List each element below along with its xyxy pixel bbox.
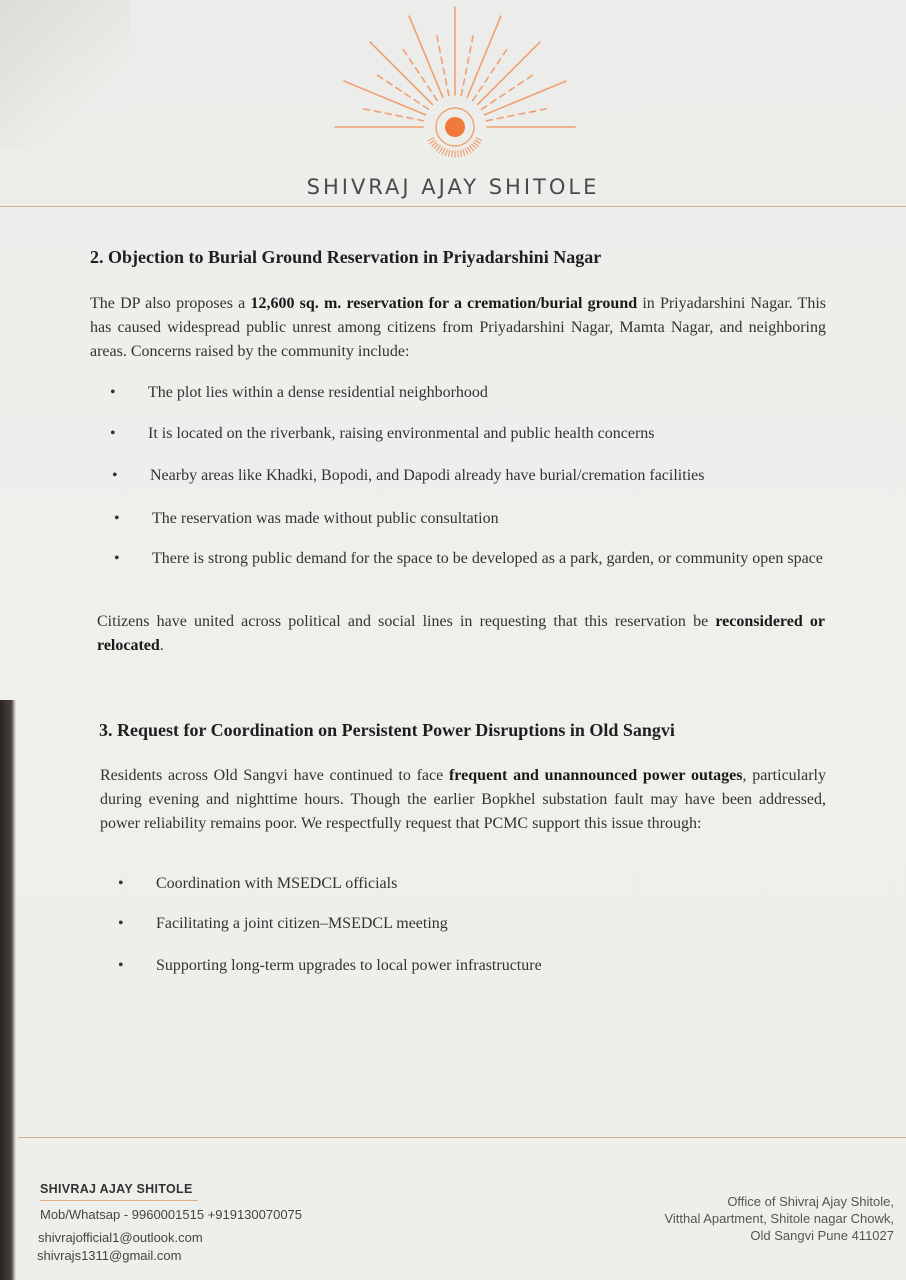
sun-tick bbox=[437, 146, 441, 151]
section-2-heading: 2. Objection to Burial Ground Reservation in Priyadarshini Nagar bbox=[90, 247, 602, 267]
sun-tick bbox=[432, 142, 437, 146]
sun-tick bbox=[434, 144, 438, 148]
bullet-glyph: • bbox=[118, 875, 124, 892]
sun-tick bbox=[463, 150, 465, 156]
page-shadow bbox=[0, 700, 16, 1280]
sun-tick bbox=[442, 149, 445, 154]
footer-phone: Mob/Whatsap - 9960001515 +919130070075 bbox=[40, 1207, 303, 1222]
bullet-glyph: • bbox=[110, 384, 116, 401]
brand-name: SHIVRAJ AJAY SHITOLE bbox=[306, 175, 600, 199]
bullet-glyph: • bbox=[114, 550, 120, 567]
bullet-glyph: • bbox=[118, 957, 124, 974]
section-3-intro: Residents across Old Sangvi have continued to face frequent and unannounced power outages, particularly during evening and nighttime hours. Though the earlier Bopkhel substation fault may have been addressed, power reliability remains poor. We respectfully request that PCMC support this issue through: bbox=[100, 767, 826, 832]
sun-tick bbox=[445, 150, 447, 156]
footer-email: shivrajofficial1@outlook.com bbox=[38, 1230, 203, 1245]
sun-tick bbox=[475, 140, 480, 143]
footer-email: shivrajs1311@gmail.com bbox=[37, 1248, 182, 1263]
sun-core bbox=[445, 117, 465, 137]
sun-tick bbox=[452, 151, 453, 157]
bullet-glyph: • bbox=[110, 425, 116, 442]
bullet-glyph: • bbox=[118, 915, 124, 932]
section-3-heading: 3. Request for Coordination on Persistent Power Disruptions in Old Sangvi bbox=[99, 720, 675, 740]
sun-tick bbox=[476, 138, 481, 141]
footer-rule bbox=[18, 1137, 906, 1138]
document-page: SHIVRAJ AJAY SHITOLE 2. Objection to Burial Ground Reservation in Priyadarshini Nagar The DP also proposes a 12,600 sq. m. reservation for a cremation/burial ground in Priyadarshini Nagar. This has caused widespread public unrest among citizens from Priyadarshini Nagar, Mamta Nagar, and neighboring areas. Concerns raised by the community include: • The plot lies within a dense residential neighborhood • It is located on the riverbank, raising environmental and public health concerns • Nearby areas like Khadki, Bopodi, and Dapodi already have burial/cremation facilities • The reservation was made without public consultation • There is strong public demand for the space to be developed as a park, garden, or community open space Citizens have united across political and social lines in requesting that this reservation be reconsidered or relocated. 3. Request for Coordination on Persistent Power Disruptions in Old Sangvi Residents across Old Sangvi have continued to face frequent and unannounced power outages, particularly during evening and nighttime hours. Though the earlier Bopkhel substation fault may have been addressed, power reliability remains poor. We respectfully request that PCMC support this issue through: • Coordination with MSEDCL officials • Facilitating a joint citizen–MSEDCL meeting • Supporting long-term upgrades to local power infrastructure SHIVRAJ AJAY SHITOLE Mob/Whatsap - 9960001515 +919130070075 shivrajofficial1@outlook.com shivrajs1311@gmail.com Office of Shivraj Ajay Shitole, Vitthal Apartment, Shitole nagar Chowk, Old Sangvi Pune 411027 bbox=[0, 0, 906, 1280]
sun-tick bbox=[449, 150, 450, 156]
header-rule bbox=[0, 206, 906, 207]
sun-logo-icon bbox=[330, 0, 580, 170]
sun-tick bbox=[474, 142, 479, 146]
footer-address: Office of Shivraj Ajay Shitole, Vitthal Apartment, Shitole nagar Chowk, Old Sangvi Pune 411027 bbox=[664, 1194, 894, 1243]
sun-tick bbox=[470, 146, 474, 151]
sun-tick bbox=[439, 148, 442, 153]
sun-tick bbox=[428, 138, 433, 141]
paper-fold bbox=[0, 0, 130, 150]
section-2-closing: Citizens have united across political and social lines in requesting that this reservation be reconsidered or relocated. bbox=[97, 613, 826, 654]
bullet-glyph: • bbox=[112, 467, 118, 484]
sun-tick bbox=[472, 144, 476, 148]
sun-tick bbox=[460, 150, 461, 156]
section-2-intro: The DP also proposes a 12,600 sq. m. reservation for a cremation/burial ground in Priyadarshini Nagar. This has caused widespread public unrest among citizens from Priyadarshini Nagar, Mamta Nagar, and neighboring areas. Concerns raised by the community include: bbox=[90, 295, 826, 360]
sun-tick bbox=[458, 151, 459, 157]
footer-name-underline bbox=[40, 1200, 198, 1201]
sun-tick bbox=[430, 140, 435, 143]
sun-tick bbox=[465, 149, 468, 154]
footer-name: SHIVRAJ AJAY SHITOLE bbox=[40, 1182, 193, 1196]
sun-tick bbox=[468, 148, 471, 153]
bullet-glyph: • bbox=[114, 510, 120, 527]
